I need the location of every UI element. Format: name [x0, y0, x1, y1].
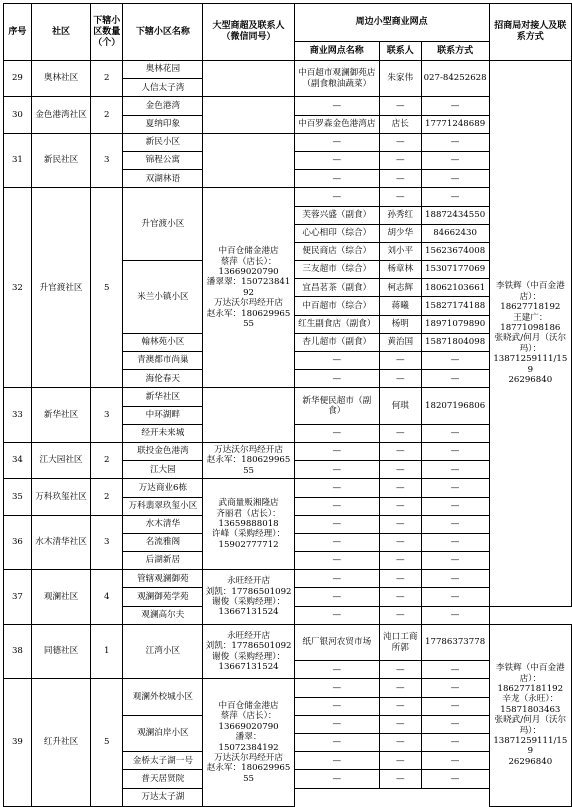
table-cell: 胡少华	[379, 224, 421, 242]
table-cell: —	[294, 661, 379, 679]
table-cell: —	[421, 442, 489, 460]
table-cell: 15871804098	[421, 333, 489, 351]
table-cell: —	[379, 588, 421, 606]
table-cell: —	[294, 715, 379, 733]
table-cell: 新民小区	[123, 133, 203, 151]
table-cell: 39	[4, 679, 32, 806]
table-cell: —	[379, 170, 421, 188]
table-cell: —	[379, 188, 421, 206]
table-cell: 新民社区	[31, 133, 90, 188]
table-cell: —	[421, 661, 489, 679]
community-business-table	[3, 3, 572, 807]
header-point-name: 商业网点名称	[294, 42, 379, 61]
table-cell: —	[379, 97, 421, 115]
table-cell: —	[421, 770, 489, 788]
table-row	[4, 188, 572, 206]
table-cell: 青澳都市尚巢	[123, 352, 203, 370]
table-cell: —	[379, 151, 421, 169]
table-cell: —	[379, 661, 421, 679]
table-cell: —	[294, 752, 379, 770]
table-cell: —	[379, 424, 421, 442]
table-cell: —	[294, 697, 379, 715]
table-cell: 黄治国	[379, 333, 421, 351]
table-cell: 江湾小区	[123, 624, 203, 679]
cell-line: 刘凯：17786501092	[205, 586, 292, 597]
cell-line: 蔡萍（店长）：	[220, 711, 277, 722]
table-cell: —	[294, 442, 379, 460]
table-cell: 人信太子湾	[123, 79, 203, 97]
table-cell: 31	[4, 133, 32, 188]
cell-line: 谢俊（采购经理）：	[212, 651, 286, 662]
table-cell: 2	[91, 479, 123, 515]
table-cell: 心心相印（综合）	[294, 224, 379, 242]
table-cell: —	[379, 497, 421, 515]
table-cell: —	[421, 552, 489, 570]
table-cell: —	[379, 370, 421, 388]
cell-line: 辛龙（永旺）：	[502, 694, 559, 705]
header-community: 社区	[31, 4, 90, 61]
cell-line: 13667131524	[218, 662, 279, 672]
cell-line: 赵永军：18062996555	[206, 455, 291, 476]
table-cell: —	[421, 697, 489, 715]
table-cell: 万科翡翠玖玺小区	[123, 497, 203, 515]
table-cell: 联投金色港湾	[123, 442, 203, 460]
table-cell: 双湖林语	[123, 170, 203, 188]
table-cell: 新华社区	[31, 388, 90, 443]
table-cell: 38	[4, 624, 32, 679]
table-cell: —	[379, 770, 421, 788]
table-cell: —	[421, 352, 489, 370]
multiline-cell	[203, 679, 294, 806]
table-row	[4, 133, 572, 151]
table-cell: —	[294, 515, 379, 533]
cell-line: 13871259111/159	[493, 354, 568, 375]
table-cell: 普天居贤院	[123, 770, 203, 788]
table-cell: —	[294, 533, 379, 551]
table-cell: 柯志辉	[379, 279, 421, 297]
table-cell: 水木清华社区	[31, 515, 90, 570]
table-cell: —	[421, 370, 489, 388]
cell-line: 王建广：	[513, 312, 548, 323]
table-cell: —	[421, 170, 489, 188]
table-cell: 何琪	[379, 388, 421, 424]
table-cell: 江大园	[123, 461, 203, 479]
table-cell: 34	[4, 442, 32, 478]
table-cell: —	[421, 570, 489, 588]
table-cell: —	[294, 133, 379, 151]
table-cell: 3	[91, 388, 123, 443]
table-cell: 万达商业6栋	[123, 479, 203, 497]
header-seq: 序号	[4, 4, 32, 61]
table-cell: 32	[4, 188, 32, 388]
table-cell: 管辖观澜御苑	[123, 570, 203, 588]
cell-line: 13659888018	[218, 519, 279, 530]
table-row	[4, 388, 572, 406]
table-cell: —	[294, 370, 379, 388]
table-cell: 17786373778	[421, 624, 489, 660]
table-cell: —	[421, 97, 489, 115]
table-cell: —	[294, 461, 379, 479]
cell-line: 26296840	[508, 374, 553, 385]
cell-line: 张晓武/何月（沃尔玛）：	[494, 715, 567, 736]
multiline-cell	[489, 61, 571, 607]
table-cell: 沌口工商所郭	[379, 624, 421, 660]
table-cell: 15827174188	[421, 297, 489, 315]
table-cell: 蒋曦	[379, 297, 421, 315]
cell-line: 李铁辉（中百金港店）：	[495, 663, 565, 684]
table-cell: 海伦春天	[123, 370, 203, 388]
cell-line: 13871259111/159	[493, 736, 568, 757]
multiline-cell	[203, 442, 294, 478]
table-cell: —	[421, 606, 489, 624]
table-cell: —	[294, 552, 379, 570]
table-cell: 新华社区	[123, 388, 203, 406]
table-cell: —	[379, 552, 421, 570]
table-cell: —	[379, 733, 421, 751]
cell-line: 许峰（采购经理）：	[212, 529, 286, 540]
table-cell: 84662430	[421, 224, 489, 242]
table-cell: 奥林社区	[31, 61, 90, 97]
table-cell: —	[294, 770, 379, 788]
header-nearby: 周边小型商业网点	[294, 4, 489, 42]
table-cell: 观澜社区	[31, 570, 90, 625]
table-cell: 孙秀红	[379, 206, 421, 224]
table-cell: 观澜高尔夫	[123, 606, 203, 624]
table-cell: 027-84252628	[421, 61, 489, 97]
table-cell: —	[421, 151, 489, 169]
multiline-cell	[203, 570, 294, 625]
cell-line: 15072384192	[218, 742, 279, 753]
table-cell: 新华便民超市（副食）	[294, 388, 379, 424]
cell-line: 永旺经开店	[227, 576, 271, 587]
cell-line: 15871803463	[500, 704, 561, 715]
multiline-cell	[203, 624, 294, 679]
cell-line: 谢俊（采购经理）：	[212, 597, 286, 608]
table-cell: 30	[4, 97, 32, 133]
table-cell: —	[421, 715, 489, 733]
table-body	[4, 61, 572, 807]
table-cell: —	[421, 588, 489, 606]
table-cell: 杏儿超市（副食）	[294, 333, 379, 351]
table-cell: —	[421, 533, 489, 551]
table-cell: —	[421, 752, 489, 770]
table-cell: 店长	[379, 115, 421, 133]
table-row	[4, 679, 572, 697]
table-cell: —	[379, 570, 421, 588]
table-cell: 金色港湾	[123, 97, 203, 115]
table-cell: 奥林花园	[123, 61, 203, 79]
table-cell: —	[294, 97, 379, 115]
table-cell: 观澜御苑学苑	[123, 588, 203, 606]
table-cell: —	[421, 461, 489, 479]
table-row	[4, 442, 572, 460]
table-cell: —	[421, 188, 489, 206]
table-cell: 36	[4, 515, 32, 570]
empty-cell	[203, 61, 294, 97]
cell-line: 万达沃尔玛经开店	[214, 752, 283, 763]
cell-line: 18627718192	[500, 302, 561, 313]
table-cell: 中百超市观澜御苑店（副食粮油蔬菜）	[294, 61, 379, 97]
table-cell: 3	[91, 133, 123, 188]
table-cell: —	[294, 424, 379, 442]
table-cell: 15623674008	[421, 242, 489, 260]
cell-line: 潘翠：	[235, 732, 262, 743]
cell-line: 万达沃尔玛经开店	[214, 445, 283, 456]
table-cell: 杨章林	[379, 261, 421, 279]
table-cell: 后湖新居	[123, 552, 203, 570]
table-cell: 中环湖畔	[123, 406, 203, 424]
cell-line: 26296840	[508, 756, 553, 767]
table-row	[4, 479, 572, 497]
table-cell: —	[379, 515, 421, 533]
cell-line: 蔡萍（店长）：	[220, 256, 277, 267]
cell-line: 齐丽君（店长）：	[216, 508, 281, 519]
table-cell: —	[421, 497, 489, 515]
table-cell: —	[379, 461, 421, 479]
header-row	[4, 4, 572, 42]
table-cell: 杨明	[379, 315, 421, 333]
table-cell: 18062103661	[421, 279, 489, 297]
table-cell: 中百罗森金色港湾店	[294, 115, 379, 133]
table-row	[4, 61, 572, 79]
table-cell: 4	[91, 570, 123, 625]
table-cell: 名流雅阁	[123, 533, 203, 551]
table-cell: —	[294, 352, 379, 370]
cell-line: 万达沃尔玛经开店	[214, 298, 283, 309]
cell-line: 潘翠翠：15072384192	[206, 277, 291, 298]
table-cell: 夏纳印象	[123, 115, 203, 133]
table-cell: —	[294, 497, 379, 515]
header-contact: 联系人	[379, 42, 421, 61]
table-cell: —	[421, 133, 489, 151]
table-cell: 红生副食店（副食）	[294, 315, 379, 333]
cell-line: 186277181192	[497, 684, 564, 695]
table-cell: 便民商店（综合）	[294, 242, 379, 260]
table-cell: 37	[4, 570, 32, 625]
cell-line: 赵永军：18062996555	[206, 763, 291, 784]
table-cell: —	[294, 188, 379, 206]
table-cell: 同德社区	[31, 624, 90, 679]
table-cell: 纸厂银河农贸市场	[294, 624, 379, 660]
header-liaison: 招商局对接人及联系方式	[489, 4, 571, 61]
cell-line: 13669020790	[218, 267, 279, 278]
cell-line: 赵永军：18062996555	[206, 308, 291, 330]
table-cell: 5	[91, 679, 123, 806]
table-cell: 15307177069	[421, 261, 489, 279]
empty-cell	[203, 133, 294, 188]
table-cell: 翰林苑小区	[123, 333, 203, 351]
table-cell: 3	[91, 515, 123, 570]
table-cell: 观澜外校城小区	[123, 679, 203, 715]
table-cell: 金色港湾社区	[31, 97, 90, 133]
table-cell: 5	[91, 188, 123, 388]
table-cell: 观澜泊岸小区	[123, 715, 203, 751]
table-cell: —	[421, 479, 489, 497]
empty-cell	[203, 97, 294, 133]
table-cell: 经开未来城	[123, 424, 203, 442]
table-cell: —	[294, 479, 379, 497]
cell-line: 武商量贩湘隆店	[218, 498, 279, 509]
cell-line: 13669020790	[218, 721, 279, 732]
table-cell: 18872434550	[421, 206, 489, 224]
multiline-cell	[203, 188, 294, 388]
header-names: 下辖小区名称	[123, 4, 203, 61]
table-row	[4, 570, 572, 588]
table-cell: 芙蓉兴盛（副食）	[294, 206, 379, 224]
table-cell: 中百超市（综合）	[294, 297, 379, 315]
table-cell: —	[379, 752, 421, 770]
table-cell: 17771248689	[421, 115, 489, 133]
table-cell: 三友超市（综合）	[294, 261, 379, 279]
table-cell: —	[379, 715, 421, 733]
table-cell: 米兰小镇小区	[123, 261, 203, 334]
header-major: 大型商超及联系人（微信同号）	[203, 4, 294, 61]
table-row	[4, 97, 572, 115]
cell-line: 13667131524	[218, 607, 279, 618]
table-cell: 江大园社区	[31, 442, 90, 478]
table-cell: 宜昌茗茶（副食）	[294, 279, 379, 297]
table-cell: 2	[91, 442, 123, 478]
header-phone: 联系方式	[421, 42, 489, 61]
table-cell: —	[421, 424, 489, 442]
table-cell: 万达太子湖	[123, 788, 203, 806]
cell-line: 张晓武/何月（沃尔玛）：	[494, 333, 567, 354]
table-cell: 升官渡社区	[31, 188, 90, 388]
table-cell: —	[294, 679, 379, 697]
table-cell: 锦程公寓	[123, 151, 203, 169]
table-cell: —	[379, 606, 421, 624]
table-cell: 朱家伟	[379, 61, 421, 97]
table-cell: —	[294, 606, 379, 624]
table-cell: —	[421, 515, 489, 533]
table-cell: —	[294, 733, 379, 751]
table-cell: —	[379, 533, 421, 551]
table-cell: 33	[4, 388, 32, 443]
table-cell: 万科玖玺社区	[31, 479, 90, 515]
table-cell: 水木清华	[123, 515, 203, 533]
table-cell: 18971079890	[421, 315, 489, 333]
cell-line: 中百仓储金港店	[218, 246, 279, 257]
table-cell: —	[379, 352, 421, 370]
table-cell: —	[294, 170, 379, 188]
table-cell: 金桥太子湖一号	[123, 752, 203, 770]
table-cell: —	[294, 151, 379, 169]
table-cell: 29	[4, 61, 32, 97]
cell-line: 15902777712	[218, 539, 279, 550]
cell-line: 刘凯：17786501092	[205, 641, 292, 652]
multiline-cell	[203, 479, 294, 570]
header-count: 下辖小区数量（个）	[91, 4, 123, 61]
table-cell: 2	[91, 97, 123, 133]
table-cell: —	[294, 588, 379, 606]
table-cell: 1	[91, 624, 123, 679]
multiline-cell	[489, 624, 571, 806]
cell-line: 18771098186	[500, 322, 561, 333]
table-cell: —	[379, 133, 421, 151]
cell-line: 永旺经开店	[227, 630, 271, 641]
cell-line: 李铁辉（中百金港店）：	[495, 281, 565, 302]
table-cell: —	[379, 697, 421, 715]
table-cell: —	[421, 733, 489, 751]
table-cell: 2	[91, 61, 123, 97]
table-cell: 35	[4, 479, 32, 515]
table-cell: 刘小平	[379, 242, 421, 260]
empty-cell	[203, 388, 294, 443]
table-cell: —	[379, 442, 421, 460]
table-cell: —	[379, 679, 421, 697]
table-cell: —	[421, 679, 489, 697]
table-row	[4, 624, 572, 642]
table-cell: 红升社区	[31, 679, 90, 806]
table-cell: —	[294, 570, 379, 588]
cell-line: 中百仓储金港店	[218, 700, 279, 711]
table-cell: 升官渡小区	[123, 188, 203, 261]
table-cell: —	[379, 479, 421, 497]
table-cell: 18207196806	[421, 388, 489, 424]
